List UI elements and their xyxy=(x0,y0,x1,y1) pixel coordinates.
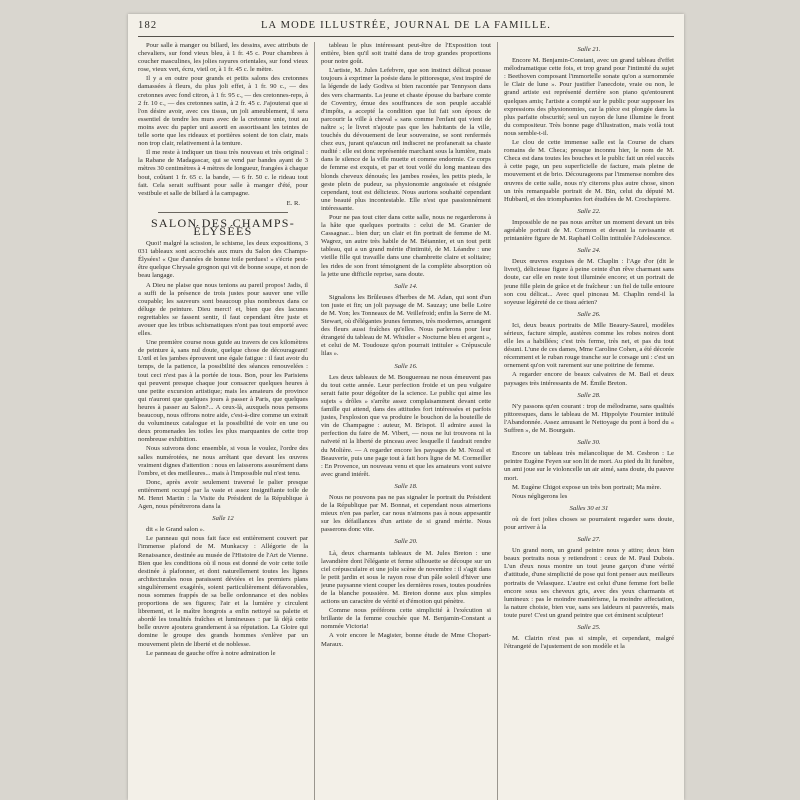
paragraph: A Dieu ne plaise que nous tenions au pareil propos! Jadis, il a suffi de la présence de trois justes pour sauver une ville coupable; les sauveurs sont beaucoup plus nombreux dans ce déluge de peinture. Dieu merci! et, bien que des lacunes regrettables se fassent sentir, il faut cependant être juste et avouer que les tribus schismatiques n'ont pas tout emporté avec elles. xyxy=(138,281,308,338)
room-heading: Salle 27. xyxy=(577,536,601,544)
paragraph: Impossible de ne pas nous arrêter un moment devant un très agréable portrait de M. Cormon et devant la ravissante et printanière figure de M. Raphaël Collin intitulée l'Adolescence. xyxy=(504,218,674,243)
column-2 xyxy=(321,42,491,800)
room-heading: Salle 12 xyxy=(212,515,234,523)
paragraph: N'y passons qu'en courant : trop de mélodrame, sans qualités pittoresques, dans le tableau de M. Hippolyte Fournier intitulé l'Abandonnée. Assez amusant le Nettoyage du pont à bord du « Suffren », de M. Bourgain. xyxy=(504,402,674,435)
room-heading: Salle 18. xyxy=(394,482,418,490)
paragraph: Un grand nom, un grand peintre nous y attire; deux bien beaux portraits nous y retiendront : ceux de M. Paul Dubois. L'un d'eux nous montre un tout jeune garçon d'une vérité d'attitude, d'une simplicité de pose qui font penser aux meilleurs portraits de Velasquez. L'autre est celui d'une femme fort belle encore sous ses cheveux gris, avec des yeux charmants et lumineux : pas le moindre maniérisme, la moindre affectation, la nature choisie, bien vue, sans ses laideurs ni pauvretés, mais toute pure! C'est un grand peintre que cet éminent sculpteur! xyxy=(504,547,674,619)
paragraph: Ici, deux beaux portraits de Mlle Beaury-Saurel, modèles sérieux, facture simple, austères comme les robes noires dont elle les a habillées; c'est très ferme, très net, et pas du tout désuni. L'une de ces dames, Mme Caroline Cohen, a été décorée récemment et le ruban rouge tranche sur le corsage uni : c'est un ornement qu'on voit rarement sur une poitrine de femme. xyxy=(504,321,674,370)
paragraph: Le clou de cette immense salle est la Course de chars romains de M. Checa; presque inconnu hier, le nom de M. Checa est dans toutes les bouches et le public fait un réel succès à cette page, un peu superficielle de facture, mais pleine de mouvement et de brio. Décourageons par l'immense nombre des œuvres de cette salle, nous n'y citerons plus autre chose, sinon un très remarquable portrait de M. Bin, celui du député M. Hubbard, et des triomphantes fort étudiées de M. Crochepierre. xyxy=(504,139,674,203)
magazine-page xyxy=(128,14,684,800)
room-heading: Salle 25. xyxy=(577,624,601,631)
paragraph: Là, deux charmants tableaux de M. Jules Breton : une lavandière dont l'élégante et ferme silhouette se découpe sur un ciel crépusculaire et une jolie scène de novembre : il s'agit dans le petit jardin et sous le rayon rose d'un pâle soleil d'hiver une jeune paysanne vient couper les dernières roses, toutes poudrées de la blanche poussière. M. Breton donne aux plus simples actions un caractère de vérité et d'émotion qui pénètre. xyxy=(321,549,491,606)
column-divider xyxy=(314,42,315,800)
paragraph: Encore M. Benjamin-Constant, avec un grand tableau d'effet mélodramatique cette fois, et trop grand pour l'intimité du sujet : Beethoven composant l'immortelle sonate qu'on a surnommée le Clair de lune ». Pour justifier l'anecdote, vraie ou non, le grand artiste est représenté derrière son piano qu'entourent quelques amis; l'artiste a compté sur le public pour supposer les expressions des physionomies, car la pièce est plongée dans la plus parfaite obscurité; seul un rayon de lune illumine le front du compositeur. Très bonne page d'illustration, mais voilà tout nous semble-t-il. xyxy=(504,57,674,137)
section-divider xyxy=(158,212,288,213)
paragraph: Pour ne pas tout citer dans cette salle, nous ne regarderons à la hâte que quelques portraits : celui de M. Granier de Cassagnac... bien dur; un clair et fin portrait de femme de M. Wagrez, un autre très habile de M. Bétannier, et un tout petit tableau, qui a un grand mérite d'intimité, de M. Léandre : une vieille fille qui travaille dans une chambrette claire et solitaire; les rides de son front témoignent de la complète absorption où la jette une difficile reprise, sans doute. xyxy=(321,213,491,278)
paragraph: M. Clairin n'est pas si simple, et cependant, malgré l'étrangeté de l'ajustement de son modèle et la xyxy=(504,635,674,651)
column-1 xyxy=(138,42,308,800)
paragraph: Encore un tableau très mélancolique de M. Cesbron : Le peintre Eugène Feyen sur son lit de mort. Au pied du lit funèbre, un ami joue sur le violoncelle un air aimé, sans doute, du pauvre mort. xyxy=(504,450,674,482)
room-heading: Salle 22. xyxy=(577,207,601,215)
paragraph: Une première course nous guide au travers de ces kilomètres de peinture à, sans nul doute, quelque chose de décourageant! L'œil et les jambes éprouvent une égale fatigue : il faut avoir du temps, de la patience, la possibilité des séances renouvelées : tout ceci n'est pas à la portée de tous. Bon, pour les Parisiens qui peuvent presque chaque jour consacrer quelques heures à une petite excursion artistique; mais les amateurs de province qui n'auront que quelques jours à passer à Paris, que quelques heures à passer au Salon?... A ceux-là, auxquels nous pensons beaucoup, nous offrons notre aide, c'est-à-dire comme un extrait du volumineux catalogue et la possibilité de voir en une ou deux promenades les toiles les plus marquantes de cette trop nombreuse exhibition. xyxy=(138,339,308,444)
paragraph: Signalons les Brûleuses d'herbes de M. Adan, qui sont d'un ton juste et fin; un joli paysage de M. Sauzay; une belle Loire de M. Yon; les Tonneaux de M. Veillefroid; enfin la Serre de M. Stewart, où d'élégantes jeunes femmes, très modernes, arrangent des fleurs aussi fraîches qu'elles. Nous parlerons pour leur étrangeté du tableau de M. Whistler « Nocturne bleu et argent », et celui de M. Toudouze qu'on pourrait intituler « Crépuscule lilas ». xyxy=(321,293,491,358)
room-heading: Salles 30 et 31 xyxy=(569,504,609,512)
paragraph: Nous suivrons donc ensemble, si vous le voulez, l'ordre des salles numérotées, ne nous arrêtant que devant les œuvres vraiment dignes d'attention : nous en laisserons assurément dans l'ombre, et des meilleures... mais à l'impossible nul n'est tenu. xyxy=(138,445,308,477)
columns xyxy=(138,42,674,800)
paragraph: Pour salle à manger ou billard, les dessins, avec attributs de chevaliers, sur fond vieux bleu, à 1 fr. 45 c. Pour chambres à coucher masculines, les jolies rayures orientales, sur fond vieux rose, vieux vert, écru, vieil or, à 1 fr. 45 c. le mètre. xyxy=(138,42,308,74)
paragraph: Le panneau de gauche offre à notre admiration le xyxy=(146,649,276,657)
room-heading: Salle 14. xyxy=(394,282,418,290)
paragraph: Nous négligerons les xyxy=(512,492,568,500)
paragraph: dit « le Grand salon ». xyxy=(146,526,205,534)
room-heading: Salle 21. xyxy=(577,46,601,53)
paragraph: Quoi! malgré la scission, le schisme, les deux expositions, 3 031 tableaux sont accrochés aux murs du Salon des Champs-Élysées! « Que d'années de bonne toile perdues! » s'écrie peut-être quelque Chrysale grognon qui vit de bonne soupe, et non de beau langage. xyxy=(138,240,308,280)
header-rule xyxy=(138,36,674,37)
room-heading: Salle 28. xyxy=(577,391,601,399)
paragraph: Il me reste à indiquer un tissu très nouveau et très original : la Rabane de Madagascar, qui se vend par bandes ayant de 3 mètres 30 centimètres à 4 mètres de longueur, frangées à chaque bout, coûtant 1 fr. 65 c. la bande, — 6 fr. 50 c. le rideau tout fait. Cela serait suffisant pour salle à manger d'été, pour vestibule et salle de billard à la campagne. xyxy=(138,149,308,197)
paragraph: Comme nous préférons cette simplicité à l'exécution si brillante de la femme couchée que M. Benjamin-Constant a nommée Victoria! xyxy=(321,607,491,631)
paragraph: A regarder encore de beaux calvaires de M. Bail et deux paysages très intéressants de M. Émile Breton. xyxy=(504,371,674,387)
page-number: 182 xyxy=(138,20,158,31)
room-heading: Salle 30. xyxy=(577,439,601,447)
paragraph: Le panneau qui nous fait face est entièrement couvert par l'immense plafond de M. Munkacsy : Allégorie de la Renaissance, destinée au musée de l'Histoire de l'Art de Vienne. Bien que les conditions où il nous est donné de voir cette toile destinée à plafonner, et dont naturellement toutes les lignes architecturales nous paraissent déviées et les premiers plans singulièrement exagérés, soient particulièrement défavorables, nous sommes frappés de sa belle ordonnance et des nobles proportions de ses figures; l'air et la lumière y circulent librement, et le maître hongrois a enfin nettoyé sa palette et abordé les tonalités fraîches et lumineuses : par là déjà cette belle œuvre ajoutera grandement à sa réputation. La Gloire qui domine le groupe des grands hommes s'enlève par un mouvement plein de liberté et de noblesse. xyxy=(138,535,308,648)
journal-title: LA MODE ILLUSTRÉE, JOURNAL DE LA FAMILLE. xyxy=(260,20,552,31)
paragraph: Il y a en outre pour grands et petits salons des cretonnes damassées à fleurs, du plus joli effet, à 1 fr. 90 c., — des cretonnes avec fond citron, à 1 fr. 95 c., — des cretonnes-reps, à 2 fr. 10 c., — des cretonnes satin, à 2 fr. 45 c. J'ajouterai que si l'on désire avoir, avec ces tissus, un joli ameublement, il sera essentiel de tendre les murs avec de la cretonne unie, tout au moins avec du papier uni assorti en assortissant les teintes de telle sorte que les rideaux et portières soient de ton clair, mais non trop clair, relativement à la tenture. xyxy=(138,75,308,148)
column-3 xyxy=(504,42,674,800)
room-heading: Salle 16. xyxy=(394,362,418,370)
paragraph: Nous ne pouvons pas ne pas signaler le portrait du Président de la République par M. Bonnat, et cependant nous aimerions mieux n'en pas parler, car nous n'aimons pas à nous appesantir sur les défaillances d'un artiste de si grand mérite. Nous passerons donc vite. xyxy=(321,493,491,534)
room-heading: Salle 20. xyxy=(394,538,418,546)
author-signature: E. R. xyxy=(286,199,300,207)
paragraph: Les deux tableaux de M. Bouguereau ne nous émeuvent pas du tout cette année. Leur perfection froide et un peu vulgaire serait faite pour dégoûter de la science. Le public qui aime les sujets « drôles » s'arrête assez complaisamment devant cette famille qui attend, dans des attitudes fort intéressées et parfois justes, l'explosion que va produire le bouchon de la bouteille de vin de Champagne : auteur, M. Brispot. Il admire aussi la perfection du faire de M. Vibert, — nous ne lui trouvons ni la naïveté ni la liberté de pinceau avec lesquelle il faudrait rendre du Molière. — A regarder encore les paysages de M. Nozal et Beauverie, puis une page tout à fait hors ligne de M. Cormeiller : En Provence, un nouveau venu et que les amateurs vont suivre avec grand intérêt. xyxy=(321,373,491,478)
paragraph: où de fort jolies choses se pourraient regarder sans doute, pour arriver à la xyxy=(504,515,674,531)
page-header xyxy=(138,20,674,36)
paragraph: Donc, après avoir seulement traversé le palier presque entièrement occupé par la vaste et assez insignifiante toile de M. Henri Martin : la Visite du Président de la République à Agen, nous pénétrerons dans la xyxy=(138,478,308,511)
paragraph: tableau le plus intéressant peut-être de l'Exposition tout entière, bien qu'il soit traité dans de trop grandes proportions pour notre goût. xyxy=(321,42,491,66)
paragraph: M. Eugène Chigot expose un très bon portrait; Ma mère. xyxy=(512,483,662,491)
room-heading: Salle 24. xyxy=(577,247,601,255)
room-heading: Salle 26. xyxy=(577,310,601,318)
paragraph: L'artiste, M. Jules Lefebvre, que son instinct délicat pousse toujours à exprimer la poésie dans le pittoresque, s'est inspiré de la légende de lady Godiva si bien racontée par Tennyson dans des vers charmants. La jeune et chaste épouse du barbare comte de Coventry, émue des souffrances de son peuple accablé d'impôts, a accepté la condition que lui fait son époux de parcourir la ville à cheval « sans comme l'enfant qui vient de naître »; le livret n'ajoute pas que les habitants de la ville, touchés du dévouement de leur souveraine, se sont renfermés chez eux, jurant qu'aucun œil indiscret ne profanerait sa chaste nudité : elle est donc représentée marchant sous la lumière, mais dans le silence de la ville muette et comme endormie. Ce corps de femme est exquis, et par et tout voilé du long manteau des blonds cheveux dénoués; les jambes rosées, les petits pieds, le geste plein de pudeur, sa physionomie angoissée et résignée cependant, tout est délicieux. Nous aurions souhaité cependant une beauté plus incontestable. Elle n'est que passionnément intéressante. xyxy=(321,67,491,212)
column-divider xyxy=(497,42,498,800)
paragraph: Deux œuvres exquises de M. Chaplin : l'Age d'or (dit le livret), délicieuse figure à peine ceinte d'un rêve charmant sans doute, car elle en reste tout illuminée encore; et un portrait de jeune fille plein de grâce et de fraîcheur : un fiel de tulle entoure son cou délicat... Avec quel pinceau M. Chaplin rend-il la soyeuse légèreté de ce tissu aérien? xyxy=(504,258,674,306)
paragraph: A voir encore le Magister, bonne étude de Mme Chopart-Maraux. xyxy=(321,632,491,648)
section-title: SALON DES CHAMPS-ÉLYSÉES xyxy=(150,215,296,238)
